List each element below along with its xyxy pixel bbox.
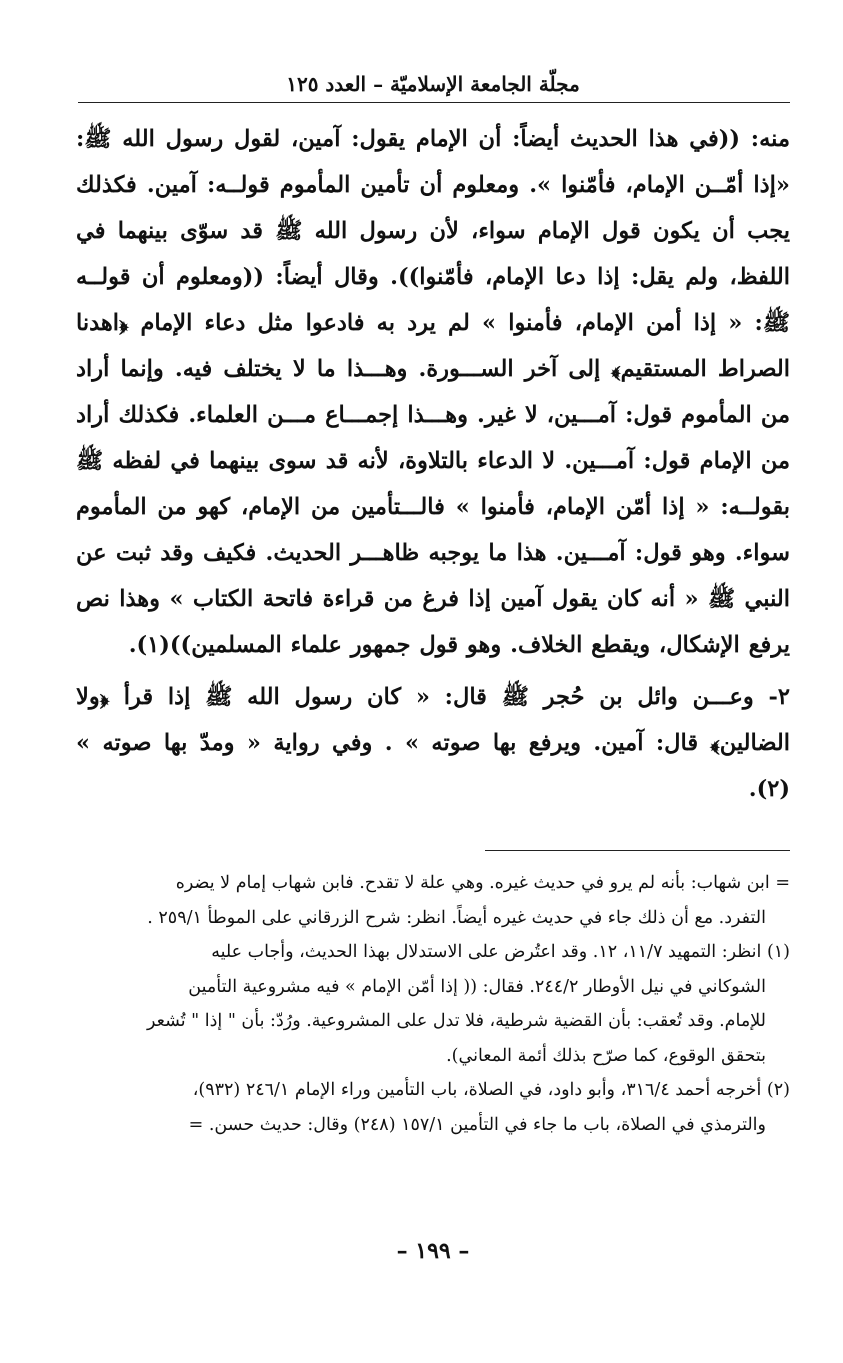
header-divider [78, 102, 790, 103]
footnotes [76, 866, 790, 1142]
body-paragraph-1: منه: ((في هذا الحديث أيضاً: أن الإمام يقول: آمين، لقول رسول الله ﷺ: «إذا أمّــن الإمام، فأمّنوا ». ومعلوم أن تأمين المأموم قولــه: آمين. فكذلك يجب أن يكون قول الإمام سواء، لأن رسول الله ﷺ قد سوّى بينهما في اللفظ، ولم يقل: إذا دعا الإمام، فأمّنوا)). وقال أيضاً: ((ومعلوم أن قولــه ﷺ: « إذا أمن الإمام، فأمنوا » لم يرد به فادعوا مثل دعاء الإمام ﴿اهدنا الصراط المستقيم﴾ إلى آخر الســـورة. وهـــذا ما لا يختلف فيه. وإنما أراد من المأموم قول: آمـــين، لا غير. وهـــذا إجمـــاع مـــن العلماء. فكذلك أراد من الإمام قول: آمـــين. لا الدعاء بالتلاوة، لأنه قد سوى بينهما في لفظه ﷺ بقولــه: « إذا أمّن الإمام، فأمنوا » فالـــتأمين من الإمام، كهو من المأموم سواء. وهو قول: آمـــين. هذا ما يوجبه ظاهـــر الحديث. فكيف وقد ثبت عن النبي ﷺ « أنه كان يقول آمين إذا فرغ من قراءة فاتحة الكتاب » وهذا نص يرفع الإشكال، ويقطع الخلاف. وهو قول جمهور علماء المسلمين))(١). [76, 126, 790, 658]
footnote-2-line: (٢) أخرجه أحمد ٣١٦/٤، وأبو داود، في الصلاة، باب التأمين وراء الإمام ٢٤٦/١ (٩٣٢)، [192, 1080, 790, 1100]
footnote-1-line: للإمام. وقد تُعقب: بأن القضية شرطية، فلا تدل على المشروعية. ورُدّ: بأن " إذا " تُشعر [146, 1011, 766, 1031]
body-paragraph-2: ٢- وعـــن وائل بن حُجر ﷺ قال: « كان رسول الله ﷺ إذا قرأ ﴿ولا الضالين﴾ قال: آمين. ويرفع بها صوته » . وفي رواية « ومدّ بها صوته » (٢). [76, 684, 790, 802]
footnote-divider [485, 850, 790, 851]
footnote-2-line: والترمذي في الصلاة، باب ما جاء في التأمين ١٥٧/١ (٢٤٨) وقال: حديث حسن. = [188, 1114, 766, 1135]
footnote-1-line: الشوكاني في نيل الأوطار ٢٤٤/٢. فقال: (( إذا أمّن الإمام » فيه مشروعية التأمين [188, 976, 766, 997]
footnote-continuation-line: التفرد. مع أن ذلك جاء في حديث غيره أيضاً. انظر: شرح الزرقاني على الموطأ ٢٥٩/١ . [147, 907, 766, 928]
page-number: – ١٩٩ – [396, 1238, 470, 1264]
main-text [76, 116, 790, 812]
footnote-1-line: بتحقق الوقوع، كما صرّح بذلك أئمة المعاني). [446, 1045, 766, 1066]
running-header: مجلّة الجامعة الإسلاميّة – العدد ١٢٥ [286, 72, 580, 96]
footnote-1-line: (١) انظر: التمهيد ١١/٧، ١٢. وقد اعتُرض على الاستدلال بهذا الحديث، وأجاب عليه [211, 942, 790, 962]
footnote-continuation-line: = ابن شهاب: بأنه لم يرو في حديث غيره. وهي علة لا تقدح. فابن شهاب إمام لا يضره [175, 873, 790, 893]
